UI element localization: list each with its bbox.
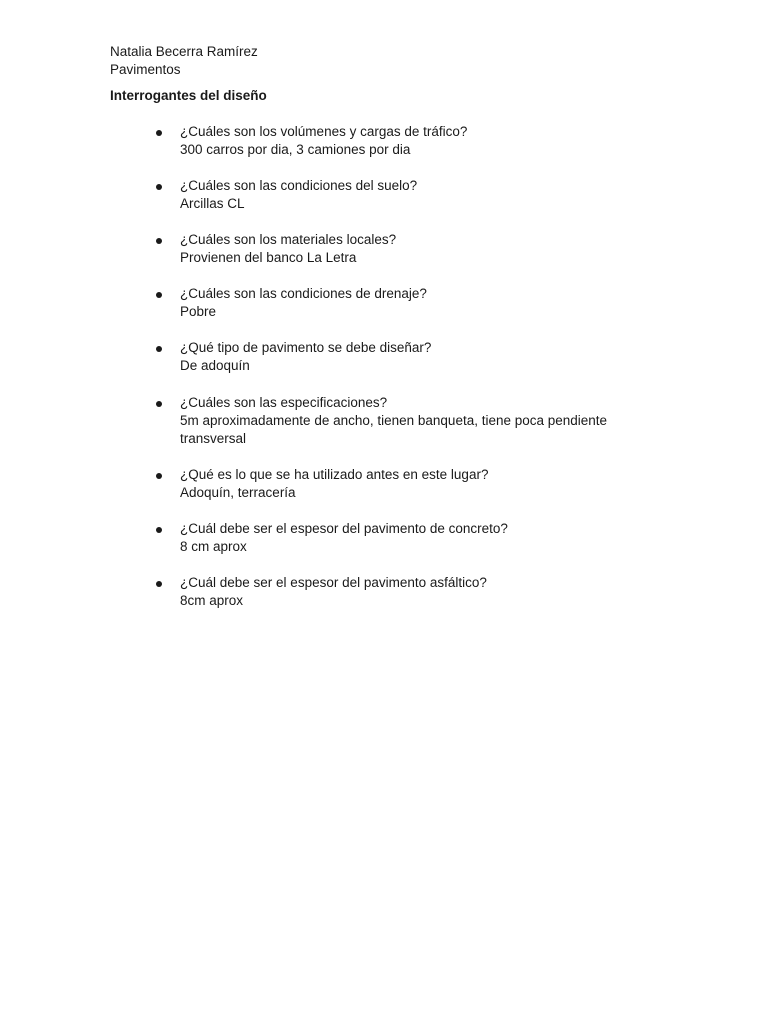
bullet-icon [156, 346, 162, 352]
list-item [156, 123, 656, 159]
bullet-icon [156, 184, 162, 190]
question-text: ¿Cuál debe ser el espesor del pavimento de concreto? [180, 521, 508, 536]
answer-text: Provienen del banco La Letra [180, 250, 357, 265]
list-item [156, 177, 656, 213]
subject-name: Pavimentos [110, 62, 181, 77]
question-text: ¿Cuáles son los materiales locales? [180, 232, 397, 247]
list-item [156, 285, 656, 321]
answer-text: 8 cm aprox [180, 539, 247, 554]
list-item [156, 394, 656, 448]
bullet-icon [156, 292, 162, 298]
bullet-icon [156, 473, 162, 479]
answer-text: 5m aproximadamente de ancho, tienen banqueta, tiene poca pendiente transversal [180, 413, 608, 446]
answer-text: 8cm aprox [180, 593, 244, 608]
question-text: ¿Cuáles son las condiciones de drenaje? [180, 286, 427, 301]
question-text: ¿Qué tipo de pavimento se debe diseñar? [180, 340, 432, 355]
list-item [156, 520, 656, 556]
question-text: ¿Cuál debe ser el espesor del pavimento asfáltico? [180, 575, 487, 590]
answer-text: De adoquín [180, 358, 250, 373]
document-header [110, 43, 258, 79]
answer-text: Adoquín, terracería [180, 485, 296, 500]
bullet-icon [156, 581, 162, 587]
bullet-icon [156, 130, 162, 136]
bullet-icon [156, 401, 162, 407]
answer-text: Pobre [180, 304, 217, 319]
list-item [156, 574, 656, 610]
question-text: ¿Cuáles son las condiciones del suelo? [180, 178, 418, 193]
list-item [156, 339, 656, 375]
question-text: ¿Cuáles son las especificaciones? [180, 395, 388, 410]
question-text: ¿Cuáles son los volúmenes y cargas de tráfico? [180, 124, 468, 139]
bullet-icon [156, 527, 162, 533]
question-text: ¿Qué es lo que se ha utilizado antes en este lugar? [180, 467, 489, 482]
answer-text: Arcillas CL [180, 196, 245, 211]
answer-text: 300 carros por dia, 3 camiones por dia [180, 142, 411, 157]
list-item [156, 466, 656, 502]
author-name: Natalia Becerra Ramírez [110, 44, 258, 59]
section-heading: Interrogantes del diseño [110, 88, 267, 103]
bullet-icon [156, 238, 162, 244]
list-item [156, 231, 656, 267]
